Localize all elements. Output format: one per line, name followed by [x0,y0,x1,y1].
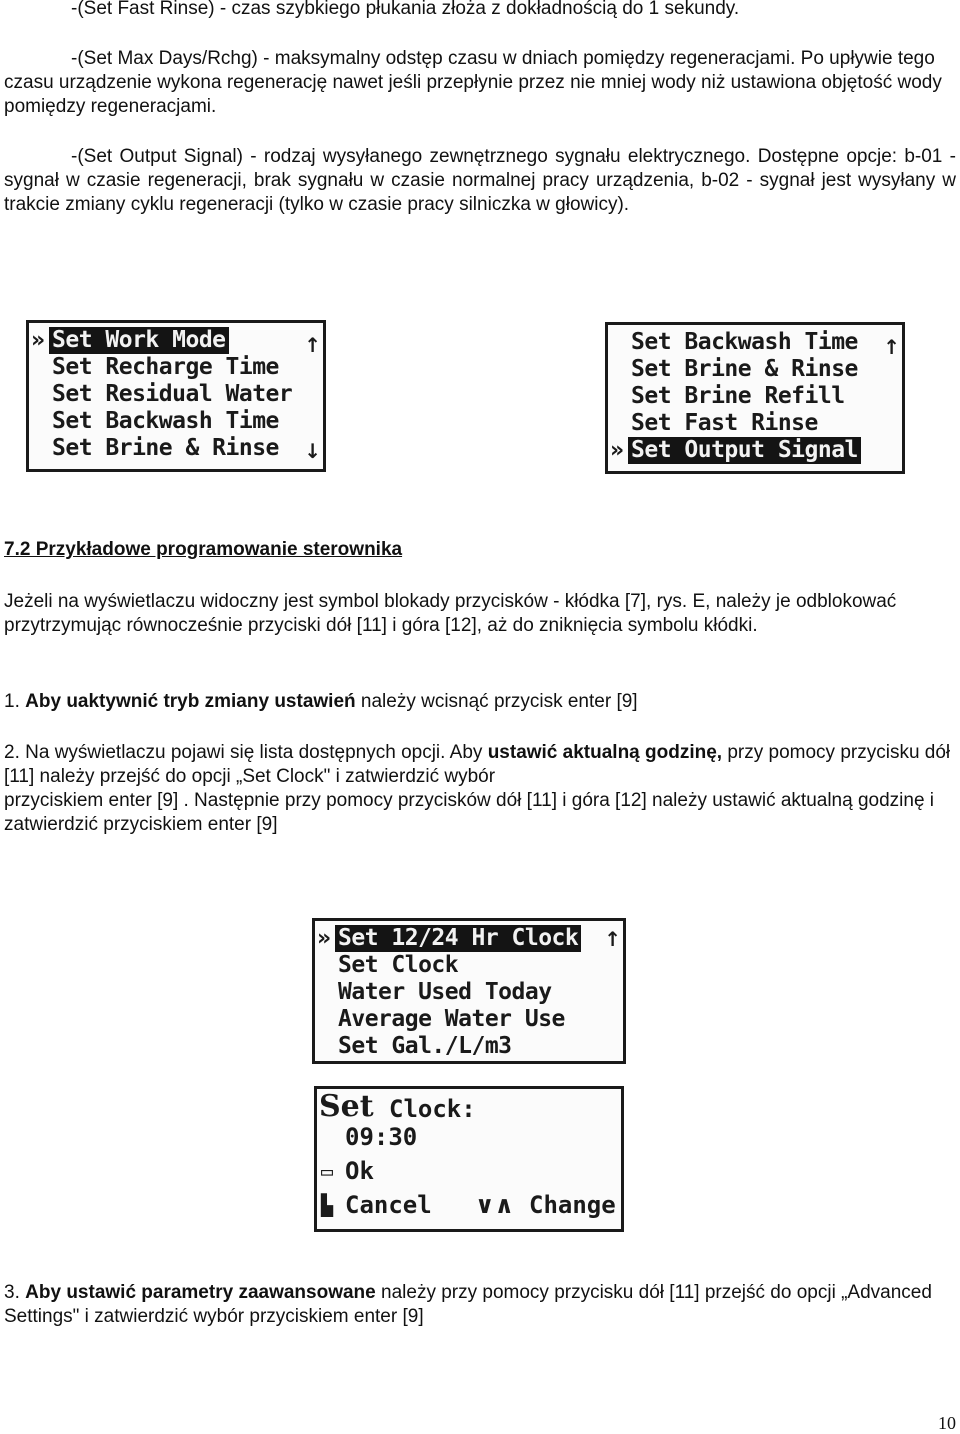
lcd-item-average-water-use: Average Water Use [338,1006,565,1032]
step-2-bold: ustawić aktualną godzinę, [487,742,723,763]
down-up-icon: ∨∧ [475,1191,514,1219]
cancel-label: Cancel [345,1191,432,1219]
step-3-text: należy przy pomocy przycisku dół [11] przejść do opcji „Advanced Settings" i zatwierdzić wybór przyciskiem enter [9] [4,1282,932,1327]
lcd-item-set-clock: Set Clock [338,952,459,978]
step-2-text-a: 2. Na wyświetlaczu pojawi się lista dostępnych opcji. Aby [4,742,483,763]
cancel-icon: ▙ [321,1193,334,1217]
section-heading: 7.2 Przykładowe programowanie sterownika [4,539,403,560]
paragraph-fast-rinse: -(Set Fast Rinse) - czas szybkiego płukania złoża z dokładnością do 1 sekundy. [71,0,740,19]
lcd-item-set-12-24-clock: Set 12/24 Hr Clock [335,925,581,952]
arrow-up-icon: ↑ [604,927,621,951]
page-number: 10 [938,1413,956,1433]
selection-marker-icon: » [610,438,625,463]
lcd-screen-set-clock [314,1086,624,1232]
enter-icon: ▭ [321,1159,334,1183]
paragraph-max-days: -(Set Max Days/Rchg) - maksymalny odstęp czasu w dniach pomiędzy regeneracjami. Po upływie tego czasu urządzenie wykona regenerację nawet jeśli przepłynie przez nie mniej wody niż ustawiona objętość wody pomiędzy regeneracjami. [4,48,942,117]
step-3-number: 3. [4,1282,20,1303]
lcd-item-set-backwash-time: Set Backwash Time [52,408,279,434]
change-label: Change [529,1191,616,1219]
ok-label: Ok [345,1157,374,1185]
lcd-screen-menu-3 [312,918,626,1064]
paragraph-output-signal: -(Set Output Signal) - rodzaj wysyłanego zewnętrznego sygnału elektrycznego. Dostępne opcje: b-01 - sygnał w czasie regeneracji, brak sygnału w czasie normalnej pracy urządzenia, b-02 - sygnał jest wysyłany w trakcie zmiany cyklu regeneracji (tylko w czasie pracy silniczka w głowicy). [4,146,956,215]
step-2-text-c: przyciskiem enter [9] . Następnie przy pomocy przycisków dół [11] i góra [12] należy ustawić aktualną godzinę i zatwierdzić przyciskiem enter [9] [4,790,935,835]
clock-title-clock: Clock: [389,1095,476,1123]
step-1-text: należy wcisnąć przycisk enter [9] [360,691,638,712]
step-1-bold: Aby uaktywnić tryb zmiany ustawień [25,691,356,712]
lcd-item-set-residual-water: Set Residual Water [52,381,293,407]
lcd-screen-menu-2 [605,322,905,474]
lcd-item-set-units: Set Gal./L/m3 [338,1033,512,1059]
lcd-item-set-work-mode: Set Work Mode [49,327,229,354]
selection-marker-icon: » [31,328,46,353]
step-1-number: 1. [4,691,20,712]
lcd-screen-menu-1 [26,320,326,472]
paragraph-step-2 [4,741,956,837]
step-2-text-b: przy pomocy przycisku dół [11] należy przejść do opcji „Set Clock" i zatwierdzić wybór [4,742,951,787]
lcd-item-set-output-signal: Set Output Signal [628,437,861,464]
lcd-item-set-brine-refill: Set Brine Refill [631,383,845,409]
clock-title-set: Set [319,1089,374,1124]
arrow-up-icon: ↑ [883,335,900,359]
lcd-item-set-backwash-time: Set Backwash Time [631,329,858,355]
lcd-item-set-recharge-time: Set Recharge Time [52,354,279,380]
paragraph-unlock-instructions: Jeżeli na wyświetlaczu widoczny jest symbol blokady przycisków - kłódka [7], rys. E, należy je odblokować przytrzymując równocześnie przyciski dół [11] i góra [12], aż do zniknięcia symbolu kłódki. [4,591,897,636]
lcd-item-set-brine-rinse: Set Brine & Rinse [631,356,858,382]
paragraph-step-3 [4,1281,956,1329]
paragraph-step-1 [4,690,956,714]
lcd-item-water-used-today: Water Used Today [338,979,552,1005]
clock-time-value: 09:30 [345,1123,418,1151]
lcd-item-set-brine-rinse: Set Brine & Rinse [52,435,279,461]
arrow-down-icon: ↓ [304,439,321,463]
step-3-bold: Aby ustawić parametry zaawansowane [25,1282,376,1303]
lcd-item-set-fast-rinse: Set Fast Rinse [631,410,818,436]
selection-marker-icon: » [317,926,332,951]
arrow-up-icon: ↑ [304,333,321,357]
